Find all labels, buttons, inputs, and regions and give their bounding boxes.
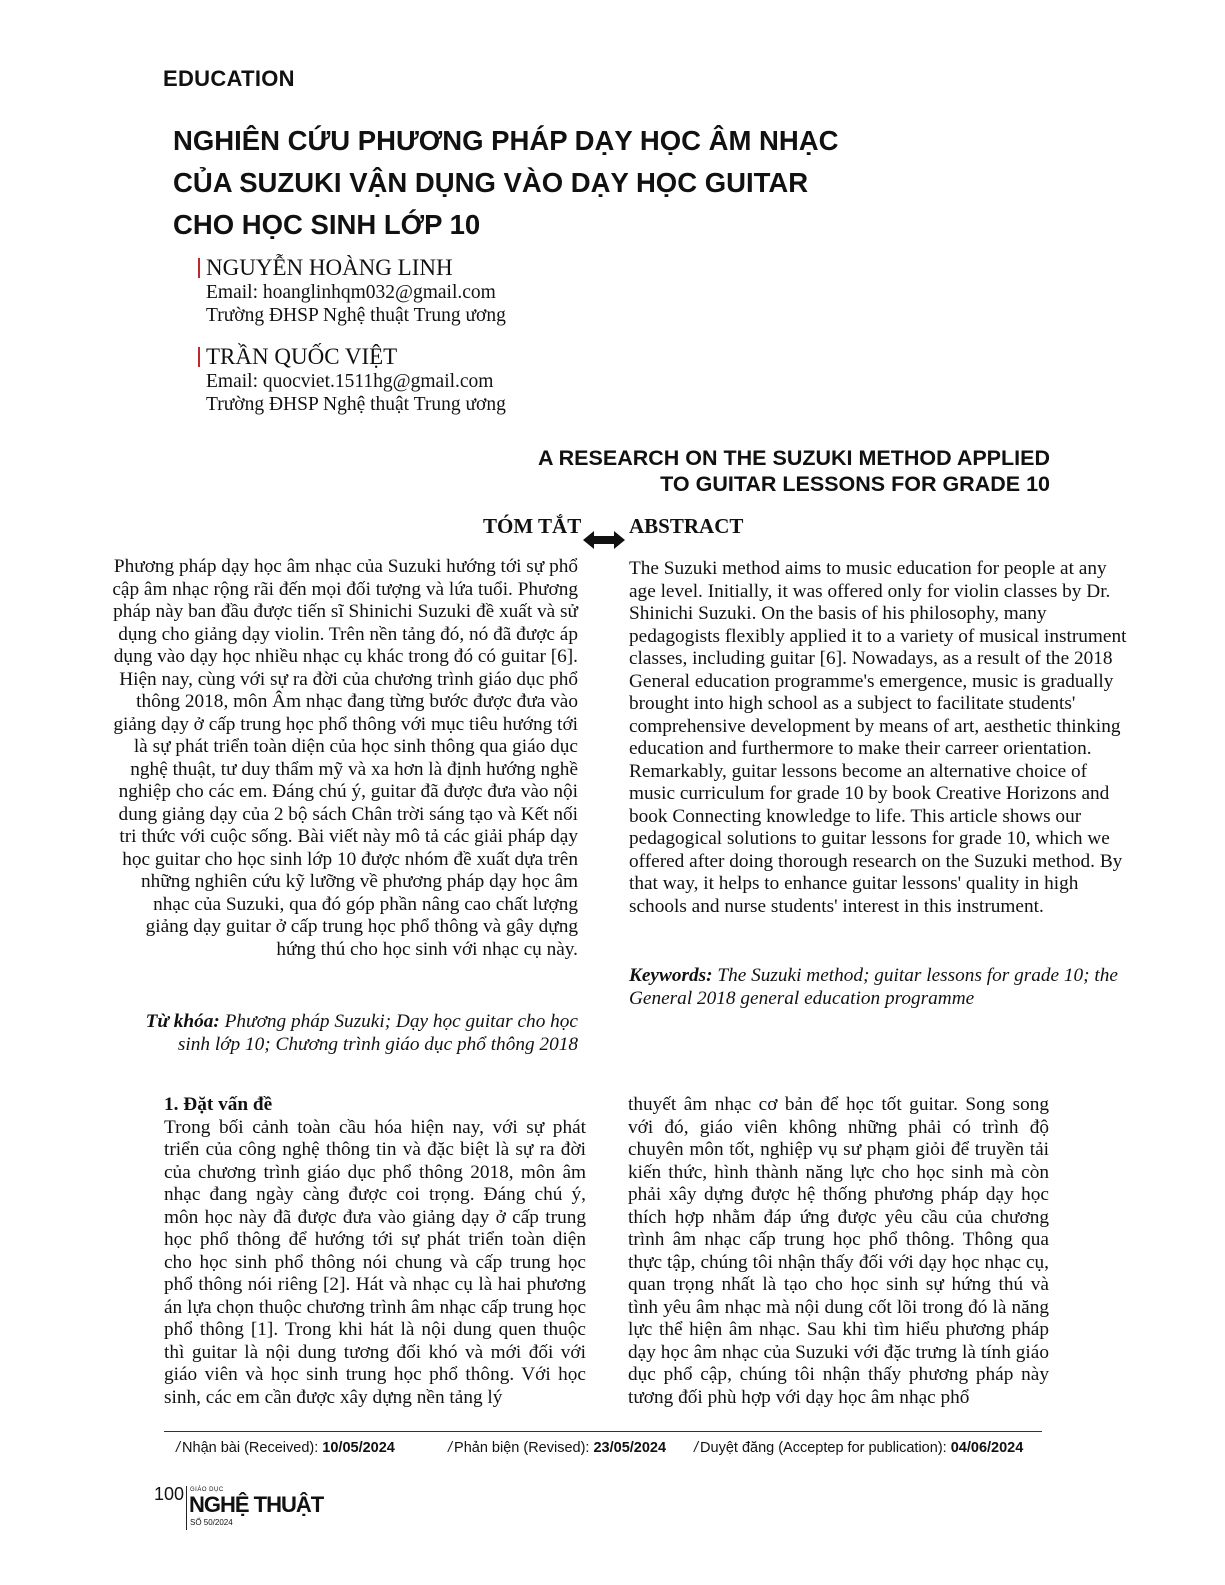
author-email: Email: hoanglinhqm032@gmail.com bbox=[206, 282, 496, 303]
english-title bbox=[538, 445, 1050, 497]
abstract-label: ABSTRACT bbox=[629, 514, 744, 538]
keywords-text: Phương pháp Suzuki; Dạy học guitar cho học sinh lớp 10; Chương trình giáo dục phổ thông 2018 bbox=[177, 1011, 578, 1055]
title-line: CỦA SUZUKI VẬN DỤNG VÀO DẠY HỌC GUITAR bbox=[173, 167, 809, 198]
keywords-text: The Suzuki method; guitar lessons for grade 10; the General 2018 general education programme bbox=[629, 965, 1118, 1009]
abstract-english: The Suzuki method aims to music education for people at any age level. Initially, it was offered only for violin classes by Dr. Shinichi Suzuki. On the basis of his philosophy, many pedagogists flexibly applied it to a variety of musical instrument classes, including guitar [6]. Nowadays, as a result of the 2018 General education programme's emergence, music is gradually brought into high school as a subject to facilitate students' comprehensive development by means of art, aesthetic thinking education and furthermore to make their carreer orientation. Remarkably, guitar lessons become an alternative choice of music curriculum for grade 10 by book Creative Horizons and book Connecting knowledge to life. This article shows our pedagogical solutions to guitar lessons for grade 10, which we offered after doing thorough research on the Suzuki method. By that way, it helps to enhance guitar lessons' quality in high schools and nurse students' interest in this instrument. bbox=[629, 558, 1127, 917]
author-marker-icon bbox=[198, 258, 200, 278]
double-arrow-icon bbox=[581, 527, 627, 553]
english-title-line: TO GUITAR LESSONS FOR GRADE 10 bbox=[660, 472, 1050, 496]
author-block bbox=[198, 255, 506, 327]
author-affiliation: Trường ĐHSP Nghệ thuật Trung ương bbox=[206, 305, 506, 326]
title-line: NGHIÊN CỨU PHƯƠNG PHÁP DẠY HỌC ÂM NHẠC bbox=[173, 125, 839, 156]
english-title-line: A RESEARCH ON THE SUZUKI METHOD APPLIED bbox=[537, 446, 1050, 470]
accepted-date: / Duyệt đăng (Acceptep for publication): 04/06/2024 bbox=[694, 1440, 1024, 1456]
keywords-vietnamese bbox=[112, 1011, 578, 1056]
publication-dates bbox=[176, 1440, 1046, 1456]
received-date: / Nhận bài (Received): 10/05/2024 bbox=[176, 1440, 395, 1456]
logo-divider bbox=[186, 1486, 187, 1530]
author-name-text: NGUYỄN HOÀNG LINH bbox=[206, 255, 453, 280]
section-tag: EDUCATION bbox=[163, 66, 295, 91]
author-block bbox=[198, 344, 506, 416]
footer-divider bbox=[164, 1431, 1042, 1432]
keywords-label: Từ khóa: bbox=[145, 1011, 220, 1032]
author-email: Email: quocviet.1511hg@gmail.com bbox=[206, 371, 494, 392]
author-name-text: TRẦN QUỐC VIỆT bbox=[206, 344, 398, 369]
magazine-logo: NGHỆ THUẬT bbox=[189, 1492, 324, 1517]
abstract-vietnamese: Phương pháp dạy học âm nhạc của Suzuki hướng tới sự phổ cập âm nhạc rộng rãi đến mọi đối tượng và lứa tuổi. Phương pháp này ban đầu được tiến sĩ Shinichi Suzuki đề xuất và sử dụng cho giảng dạy violin. Trên nền tảng đó, nó đã được áp dụng vào dạy học nhiều nhạc cụ khác trong đó có guitar [6]. Hiện nay, cùng với sự ra đời của chương trình giáo dục phổ thông 2018, môn Âm nhạc đang từng bước được đưa vào giảng dạy ở cấp trung học phổ thông với mục tiêu hướng tới là sự phát triển toàn diện của học sinh thông qua giáo dục nghệ thuật, tư duy thẩm mỹ và xa hơn là định hướng nghề nghiệp cho các em. Đáng chú ý, guitar đã được đưa vào nội dung giảng dạy của 2 bộ sách Chân trời sáng tạo và Kết nối tri thức với cuộc sống. Bài viết này mô tả các giải pháp dạy học guitar cho học sinh lớp 10 được nhóm đề xuất dựa trên những nghiên cứu kỹ lưỡng về phương pháp dạy học âm nhạc của Suzuki, qua đó góp phần nâng cao chất lượng giảng dạy guitar ở cấp trung học phổ thông và gây dựng hứng thú cho học sinh với nhạc cụ này. bbox=[112, 556, 578, 960]
author-affiliation: Trường ĐHSP Nghệ thuật Trung ương bbox=[206, 394, 506, 415]
body-paragraph: Trong bối cảnh toàn cầu hóa hiện nay, với sự phát triển của công nghệ thông tin và đặc biệt là sự ra đời của chương trình giáo dục phổ thông 2018, môn âm nhạc đang ngày càng được coi trọng. Đáng chú ý, môn học này đã được đưa vào giảng dạy ở cấp trung học phổ thông để hướng tới sự phát triển toàn diện cho học sinh phổ thông nói chung và cấp trung học phổ thông nói riêng [2]. Hát và nhạc cụ là hai phương án lựa chọn thuộc chương trình âm nhạc cấp trung học phổ thông [1]. Trong khi hát là nội dung quen thuộc thì guitar là nội dung tương đối khó và mới đối với giáo viên và học sinh trung học phổ thông. Với học sinh, các em cần được xây dựng nền tảng lý bbox=[164, 1116, 586, 1408]
page-number: 100 bbox=[154, 1484, 185, 1504]
magazine-subtitle: GIÁO DỤC bbox=[190, 1487, 224, 1493]
author-name bbox=[198, 344, 506, 370]
article-title bbox=[173, 120, 933, 246]
magazine-issue: SỐ 50/2024 bbox=[190, 1518, 233, 1527]
body-column-right: thuyết âm nhạc cơ bản để học tốt guitar. Song song với đó, giáo viên không những phải có trình độ chuyên môn tốt, nghiệp vụ sư phạm giỏi để truyền tải kiến thức, hình thành năng lực cho học sinh mà còn phải xây dựng được hệ thống phương pháp dạy học thích hợp nhằm đáp ứng được yêu cầu của chương trình âm nhạc cấp trung học phổ thông. Thông qua thực tập, chúng tôi nhận thấy đối với dạy học nhạc cụ, quan trọng nhất là tạo cho học sinh sự hứng thú và tình yêu âm nhạc mà nội dung cốt lõi trong đó là năng lực thể hiện âm nhạc. Sau khi tìm hiểu phương pháp dạy học âm nhạc của Suzuki với đặc trưng là tính giáo dục phổ cập, chúng tôi nhận thấy phương pháp này tương đối phù hợp với dạy học âm nhạc phổ bbox=[628, 1094, 1049, 1408]
title-line: CHO HỌC SINH LỚP 10 bbox=[173, 209, 481, 240]
author-name bbox=[198, 255, 506, 281]
section-heading: 1. Đặt vấn đề bbox=[164, 1094, 273, 1115]
body-column-left bbox=[164, 1094, 586, 1409]
keywords-english bbox=[629, 965, 1129, 1010]
keywords-label: Keywords: bbox=[629, 965, 713, 986]
author-marker-icon bbox=[198, 347, 200, 367]
revised-date: / Phản biện (Revised): 23/05/2024 bbox=[448, 1440, 667, 1456]
tomtat-label: TÓM TẮT bbox=[483, 514, 582, 538]
